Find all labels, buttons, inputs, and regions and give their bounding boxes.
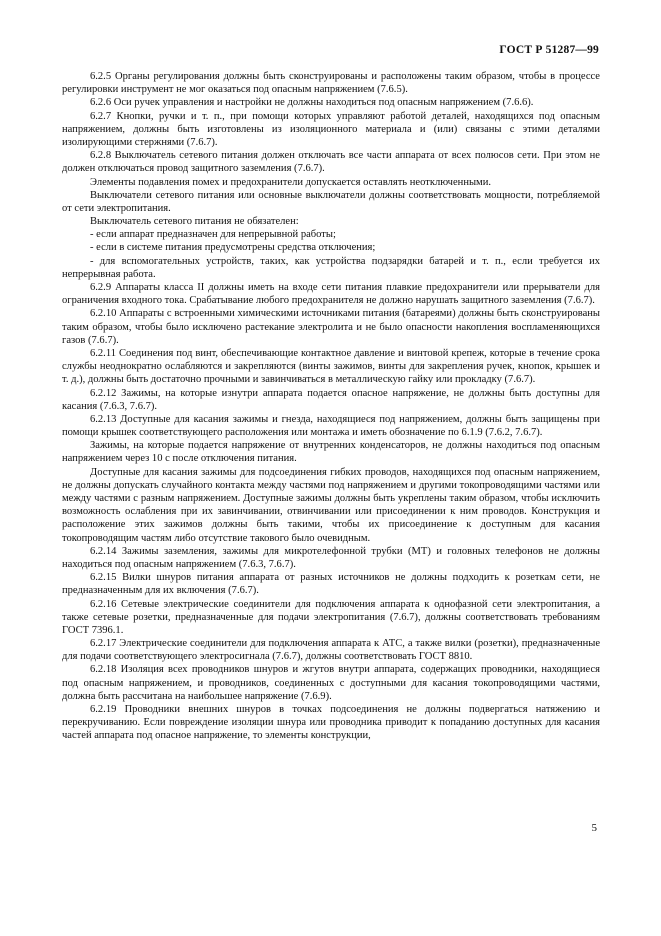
- paragraph-6-2-10: 6.2.10 Аппараты с встроенными химическими источниками питания (батареями) должны быть сконструированы таким образом, чтобы было исключено растекание электролита и не было опасности накопления воспламеняющихся газов (7.6.7).: [62, 308, 600, 346]
- paragraph-switch-power: Выключатели сетевого питания или основные выключатели должны соответствовать мощности, потребляемой от сети электропитания.: [62, 189, 600, 214]
- list-item-disconnect-means: - если в системе питания предусмотрены средства отключения;: [90, 242, 376, 254]
- paragraph-switch-not-required: Выключатель сетевого питания не обязателен:: [90, 216, 299, 228]
- list-item-auxiliary-devices: - для вспомогательных устройств, таких, как устройства подзарядки батарей и т. п., если требуется их непрерывная работа.: [62, 255, 600, 280]
- paragraph-interference-elements: Элементы подавления помех и предохранители допускается оставлять неотключенными.: [90, 176, 492, 188]
- document-header-standard: ГОСТ Р 51287—99: [499, 44, 599, 56]
- paragraph-6-2-15: 6.2.15 Вилки шнуров питания аппарата от разных источников не должны подходить к розеткам сети, не предназначенным для их включения (7.6.7).: [62, 572, 600, 597]
- paragraph-6-2-18: 6.2.18 Изоляция всех проводников шнуров и жгутов внутри аппарата, содержащих проводники, находящиеся под опасным напряжением, и проводников, соединенных с доступными для касания токопроводящими частями, должна быть рассчитана на наибольшее напряжение (7.6.9).: [62, 664, 600, 702]
- paragraph-6-2-5: 6.2.5 Органы регулирования должны быть сконструированы и расположены таким образом, чтобы в процессе регулировки инструмент не мог оказаться под опасным напряжением (7.6.5).: [62, 71, 600, 96]
- paragraph-6-2-8: 6.2.8 Выключатель сетевого питания должен отключать все части аппарата от всех полюсов сети. При этом не должен отключаться провод защитного заземления (7.6.7).: [62, 150, 600, 175]
- paragraph-6-2-6: 6.2.6 Оси ручек управления и настройки не должны находиться под опасным напряжением (7.6.6).: [90, 97, 534, 109]
- paragraph-6-2-14: 6.2.14 Зажимы заземления, зажимы для микротелефонной трубки (МТ) и головных телефонов не должны находиться под опасным напряжением (7.6.3, 7.6.7).: [62, 545, 600, 570]
- paragraph-6-2-7: 6.2.7 Кнопки, ручки и т. п., при помощи которых управляют работой деталей, находящихся под опасным напряжением, должны быть изготовлены из изоляционного материала и (или) связаны с этими деталями изолирующими стержнями (7.6.7).: [62, 110, 600, 148]
- paragraph-6-2-16: 6.2.16 Сетевые электрические соединители для подключения аппарата к однофазной сети электропитания, а также сетевые розетки, предназначенные для подачи электропитания (7.6.7), должны соответствовать требованиям ГОСТ 7396.1.: [62, 598, 600, 636]
- paragraph-capacitor-terminals: Зажимы, на которые подается напряжение от внутренних конденсаторов, не должны находиться под опасным напряжением через 10 с после отключения питания.: [62, 440, 600, 465]
- paragraph-6-2-9: 6.2.9 Аппараты класса II должны иметь на входе сети питания плавкие предохранители или прерыватели для ограничения входного тока. Срабатывание любого предохранителя не должно нарушать защитного заземления (7.6.7).: [62, 282, 600, 307]
- paragraph-6-2-17: 6.2.17 Электрические соединители для подключения аппарата к АТС, а также вилки (розетки), предназначенные для подачи соответствующего электросигнала (7.6.7), должны соответствовать ГОСТ 8810.: [62, 638, 600, 663]
- paragraph-accessible-terminals: Доступные для касания зажимы для подсоединения гибких проводов, находящихся под опасным напряжением, не должны допускать случайного контакта между частями под напряжением и другими токопроводящими частями или между частями с разным напряжением. Доступные зажимы должны быть укреплены таким образом, чтобы исключить возможность ослабления при их завинчивании, отвинчивании или присоединении к ним проводов. Конструкция и расположение этих зажимов должны быть такими, чтобы их присоединение к доступным для касания токопроводящим частям либо отсутствие такового было очевидным.: [62, 466, 600, 544]
- paragraph-6-2-11: 6.2.11 Соединения под винт, обеспечивающие контактное давление и винтовой крепеж, которые в течение срока службы неоднократно ослабляются и закрепляются (винты зажимов, винты для закрепления ручек, кнопок, крышек и т. д.), должны быть достаточно прочными и завинчиваться в металлическую гайку или прокладку (7.6.7).: [62, 347, 600, 386]
- list-item-continuous-operation: - если аппарат предназначен для непрерывной работы;: [90, 229, 336, 241]
- paragraph-6-2-13: 6.2.13 Доступные для касания зажимы и гнезда, находящиеся под напряжением, должны быть защищены при помощи крышек соответствующего расположения или монтажа и иметь обозначение по 6.1.9 (7.6.2, 7.6.7).: [62, 413, 600, 439]
- page-number: 5: [591, 822, 597, 834]
- paragraph-6-2-12: 6.2.12 Зажимы, на которые изнутри аппарата подается опасное напряжение, не должны быть доступны для касания (7.6.3, 7.6.7).: [62, 387, 600, 412]
- paragraph-6-2-19: 6.2.19 Проводники внешних шнуров в точках подсоединения не должны подвергаться натяжению и перекручиванию. Если повреждение изоляции шнура или проводника приводит к попаданию доступных для касания частей аппарата под опасное напряжение, то элементы конструкции,: [62, 704, 600, 742]
- document-body: [62, 70, 600, 743]
